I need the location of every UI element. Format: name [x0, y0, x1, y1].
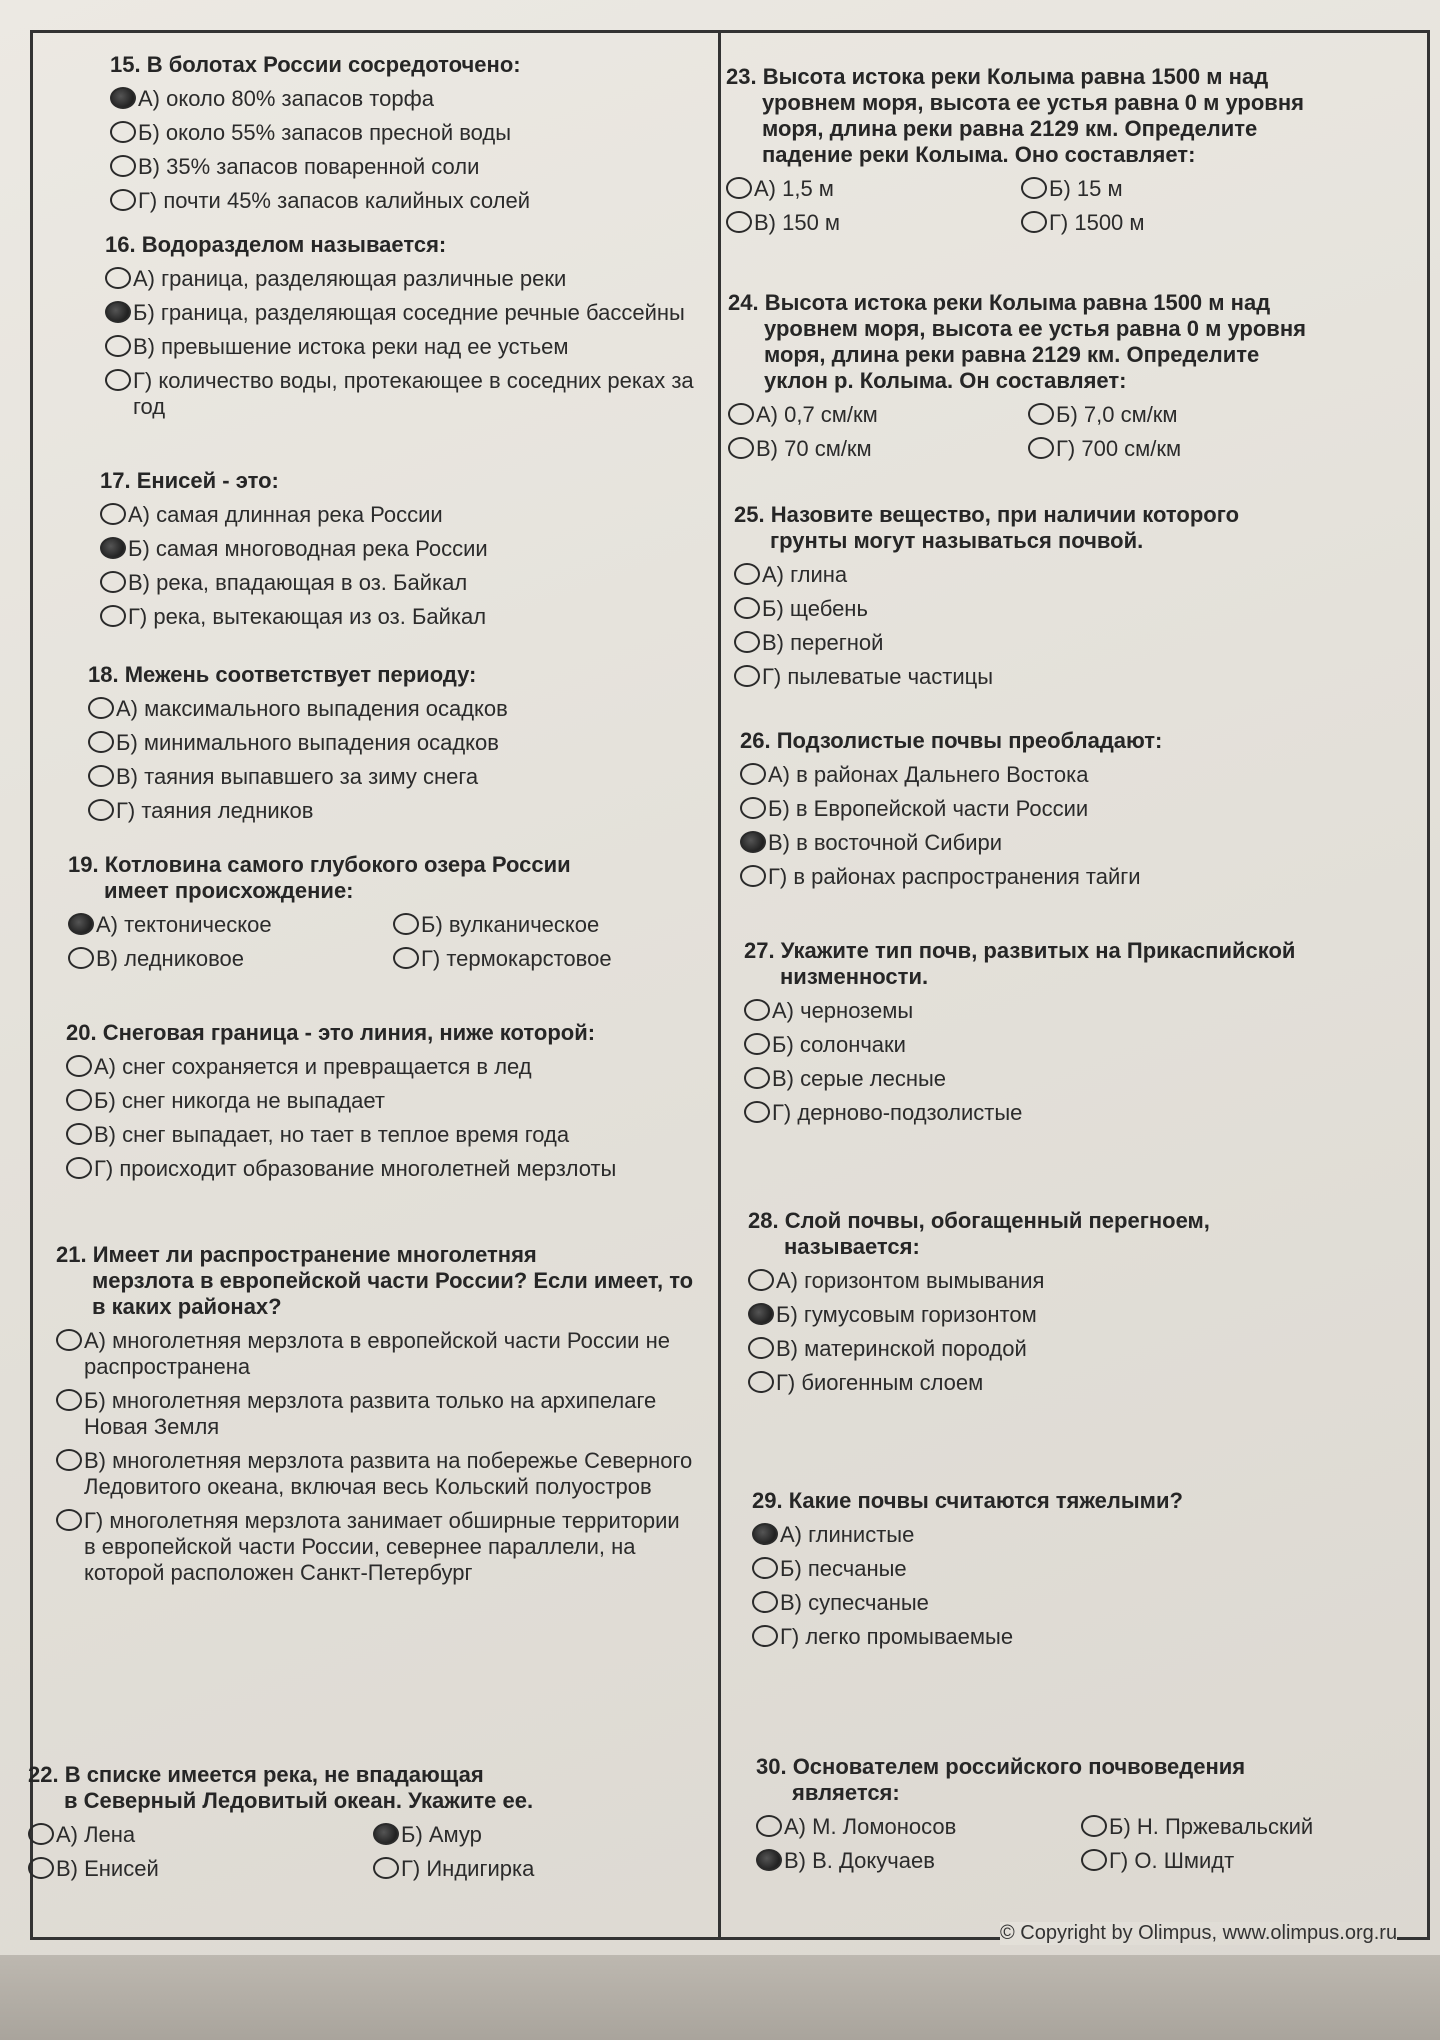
question-title — [105, 232, 705, 258]
radio-empty-icon[interactable] — [744, 1067, 770, 1089]
answer-option[interactable] — [1081, 1814, 1396, 1840]
answer-option-label: Г) пылеватые частицы — [762, 664, 994, 689]
radio-empty-icon[interactable] — [752, 1591, 778, 1613]
radio-filled-icon[interactable] — [752, 1523, 778, 1545]
question-26 — [740, 728, 1340, 898]
answer-option[interactable] — [105, 300, 705, 326]
question-title — [100, 468, 710, 494]
question-title — [744, 938, 1384, 990]
question-22 — [28, 1762, 708, 1890]
answer-option-label: Б) щебень — [762, 596, 868, 621]
question-title-text: 29. Какие почвы считаются тяжелыми? — [752, 1488, 1183, 1513]
answer-option[interactable] — [66, 1122, 726, 1148]
answer-option-label: А) глинистые — [780, 1522, 915, 1547]
answer-option[interactable] — [756, 1848, 1071, 1874]
radio-empty-icon[interactable] — [66, 1123, 92, 1145]
answer-option-label: Б) около 55% запасов пресной воды — [138, 120, 512, 145]
answer-option[interactable] — [88, 798, 708, 824]
answer-option[interactable] — [373, 1856, 708, 1882]
question-title-continuation: является: — [792, 1780, 900, 1805]
radio-empty-icon[interactable] — [56, 1389, 82, 1411]
answer-option[interactable] — [100, 604, 710, 630]
question-title — [740, 728, 1340, 754]
radio-empty-icon[interactable] — [1081, 1849, 1107, 1871]
answer-option-label: Б) минимального выпадения осадков — [116, 730, 499, 755]
answer-option-label: В) перегной — [762, 630, 884, 655]
question-title-text: 16. Водоразделом называется: — [105, 232, 447, 257]
radio-empty-icon[interactable] — [748, 1337, 774, 1359]
answer-option[interactable] — [740, 830, 1340, 856]
question-title-continuation: грунты могут называться почвой. — [770, 528, 1144, 553]
question-title-text: 26. Подзолистые почвы преобладают: — [740, 728, 1163, 753]
answer-option[interactable] — [105, 266, 705, 292]
answer-option[interactable] — [744, 998, 1384, 1024]
question-19 — [68, 852, 708, 980]
radio-empty-icon[interactable] — [740, 763, 766, 785]
question-title — [726, 64, 1306, 168]
answer-option-label: Г) биогенным слоем — [776, 1370, 984, 1395]
question-title-text: 28. Слой почвы, обогащенный перегноем, — [748, 1208, 1210, 1233]
answer-option[interactable] — [88, 764, 708, 790]
answer-option-label: Г) термокарстовое — [421, 946, 612, 971]
answer-option-label: В) В. Докучаев — [784, 1848, 935, 1873]
answer-option[interactable] — [88, 730, 708, 756]
table-surface — [0, 1955, 1440, 2040]
answer-option-label: Б) гумусовым горизонтом — [776, 1302, 1037, 1327]
answer-option[interactable] — [110, 86, 710, 112]
column-divider — [718, 30, 721, 1940]
answer-option[interactable] — [66, 1088, 726, 1114]
radio-empty-icon[interactable] — [100, 571, 126, 593]
answer-option[interactable] — [68, 946, 383, 972]
radio-empty-icon[interactable] — [734, 563, 760, 585]
question-18 — [88, 662, 708, 832]
answer-options — [728, 402, 1318, 470]
answer-options — [56, 1328, 696, 1586]
answer-option[interactable] — [752, 1624, 1372, 1650]
question-title — [28, 1762, 708, 1814]
answer-option[interactable] — [744, 1066, 1384, 1092]
question-title-text: 27. Укажите тип почв, развитых на Прикаспийской — [744, 938, 1296, 963]
radio-empty-icon[interactable] — [88, 765, 114, 787]
question-title-text: 21. Имеет ли распространение многолетняя — [56, 1242, 537, 1267]
answer-option-label: А) Лена — [56, 1822, 136, 1847]
answer-option[interactable] — [66, 1156, 726, 1182]
question-title-text: 18. Межень соответствует периоду: — [88, 662, 477, 687]
question-title-continuation: в Северный Ледовитый океан. Укажите ее. — [64, 1788, 534, 1813]
answer-option-label: В) Енисей — [56, 1856, 159, 1881]
answer-options — [748, 1268, 1368, 1396]
radio-empty-icon[interactable] — [734, 665, 760, 687]
radio-empty-icon[interactable] — [56, 1329, 82, 1351]
answer-option[interactable] — [56, 1448, 696, 1500]
radio-filled-icon[interactable] — [373, 1823, 399, 1845]
question-27 — [744, 938, 1384, 1134]
answer-option-label: Г) почти 45% запасов калийных солей — [138, 188, 531, 213]
radio-empty-icon[interactable] — [105, 369, 131, 391]
question-title-continuation: уровнем моря, высота ее устья равна 0 м уровня моря, длина реки равна 2129 км. Определите падение реки Колыма. Оно составляет: — [762, 90, 1304, 167]
question-title-text: 24. Высота истока реки Колыма равна 1500 м над — [728, 290, 1271, 315]
question-title-continuation: низменности. — [780, 964, 929, 989]
question-title-text: 30. Основателем российского почвоведения — [756, 1754, 1246, 1779]
answer-option-label: Б) самая многоводная река России — [128, 536, 488, 561]
answer-option-label: В) 70 см/км — [756, 436, 872, 461]
radio-empty-icon[interactable] — [105, 267, 131, 289]
radio-empty-icon[interactable] — [100, 503, 126, 525]
answer-option[interactable] — [748, 1268, 1368, 1294]
answer-option[interactable] — [752, 1556, 1372, 1582]
answer-options — [752, 1522, 1372, 1650]
question-title — [68, 852, 708, 904]
radio-filled-icon[interactable] — [100, 537, 126, 559]
question-title — [88, 662, 708, 688]
answer-options — [740, 762, 1340, 890]
answer-option-label: Б) в Европейской части России — [768, 796, 1089, 821]
question-title-continuation: мерзлота в европейской части России? Если имеет, то в каких районах? — [92, 1268, 694, 1319]
question-title-text: 22. В списке имеется река, не впадающая — [28, 1762, 484, 1787]
radio-filled-icon[interactable] — [105, 301, 131, 323]
answer-options — [726, 176, 1306, 244]
answer-option-label: Б) снег никогда не выпадает — [94, 1088, 385, 1113]
answer-options — [100, 502, 710, 630]
answer-option[interactable] — [734, 664, 1314, 690]
radio-empty-icon[interactable] — [56, 1509, 82, 1531]
question-title — [748, 1208, 1368, 1260]
answer-options — [88, 696, 708, 824]
answer-option[interactable] — [100, 502, 710, 528]
answer-option[interactable] — [105, 368, 705, 420]
question-25 — [734, 502, 1314, 698]
radio-empty-icon[interactable] — [728, 437, 754, 459]
question-title — [734, 502, 1314, 554]
answer-option-label: А) М. Ломоносов — [784, 1814, 957, 1839]
question-23 — [726, 64, 1306, 244]
radio-empty-icon[interactable] — [744, 1033, 770, 1055]
answer-option-label: Б) песчаные — [780, 1556, 907, 1581]
answer-option-label: Г) 700 см/км — [1056, 436, 1182, 461]
question-17 — [100, 468, 710, 638]
answer-option-label: А) граница, разделяющая различные реки — [133, 266, 567, 291]
question-title-text: 19. Котловина самого глубокого озера России — [68, 852, 571, 877]
question-title — [756, 1754, 1396, 1806]
answer-option[interactable] — [100, 570, 710, 596]
question-29 — [752, 1488, 1372, 1658]
question-title-text: 20. Снеговая граница - это линия, ниже которой: — [66, 1020, 596, 1045]
radio-empty-icon[interactable] — [28, 1823, 54, 1845]
radio-empty-icon[interactable] — [66, 1157, 92, 1179]
radio-empty-icon[interactable] — [1021, 177, 1047, 199]
answer-option[interactable] — [110, 154, 710, 180]
question-title-continuation: уровнем моря, высота ее устья равна 0 м уровня моря, длина реки равна 2129 км. Определите уклон р. Колыма. Он составляет: — [764, 316, 1306, 393]
answer-option-label: В) многолетняя мерзлота развита на побережье Северного Ледовитого океана, включая весь Кольский полуостров — [84, 1448, 693, 1499]
copyright-notice: © Copyright by Olimpus, www.olimpus.org.ru — [1000, 1922, 1398, 1944]
answer-option[interactable] — [748, 1336, 1368, 1362]
answer-option-label: Г) Индигирка — [401, 1856, 535, 1881]
radio-empty-icon[interactable] — [748, 1269, 774, 1291]
question-30 — [756, 1754, 1396, 1882]
question-24 — [728, 290, 1318, 470]
radio-empty-icon[interactable] — [66, 1055, 92, 1077]
answer-option-label: В) серые лесные — [772, 1066, 947, 1091]
radio-empty-icon[interactable] — [110, 155, 136, 177]
answer-option-label: Г) количество воды, протекающее в соседних реках за год — [133, 368, 694, 419]
radio-empty-icon[interactable] — [88, 697, 114, 719]
answer-option-label: В) супесчаные — [780, 1590, 929, 1615]
answer-option-label: В) снег выпадает, но тает в теплое время года — [94, 1122, 570, 1147]
answer-option[interactable] — [100, 536, 710, 562]
radio-empty-icon[interactable] — [1021, 211, 1047, 233]
answer-option[interactable] — [728, 436, 1018, 462]
answer-option[interactable] — [110, 120, 710, 146]
question-title — [752, 1488, 1372, 1514]
radio-empty-icon[interactable] — [1028, 403, 1054, 425]
radio-empty-icon[interactable] — [66, 1089, 92, 1111]
answer-option-label: А) тектоническое — [96, 912, 272, 937]
radio-empty-icon[interactable] — [728, 403, 754, 425]
radio-empty-icon[interactable] — [88, 799, 114, 821]
answer-option-label: Г) О. Шмидт — [1109, 1848, 1235, 1873]
answer-option-label: В) 35% запасов поваренной соли — [138, 154, 480, 179]
answer-options — [28, 1822, 708, 1890]
answer-option[interactable] — [1021, 176, 1306, 202]
answer-option[interactable] — [56, 1388, 696, 1440]
question-title-continuation: имеет происхождение: — [104, 878, 354, 903]
question-title-continuation: называется: — [784, 1234, 920, 1259]
answer-option-label: В) превышение истока реки над ее устьем — [133, 334, 569, 359]
answer-option-label: В) в восточной Сибири — [768, 830, 1003, 855]
answer-option-label: А) черноземы — [772, 998, 914, 1023]
answer-option[interactable] — [393, 946, 708, 972]
answer-options — [734, 562, 1314, 690]
answer-option-label: Б) Н. Пржевальский — [1109, 1814, 1314, 1839]
answer-option-label: Б) вулканическое — [421, 912, 600, 937]
answer-option[interactable] — [1028, 436, 1318, 462]
radio-empty-icon[interactable] — [744, 999, 770, 1021]
answer-option[interactable] — [740, 796, 1340, 822]
question-title — [728, 290, 1318, 394]
radio-empty-icon[interactable] — [393, 947, 419, 969]
radio-empty-icon[interactable] — [373, 1857, 399, 1879]
answer-option-label: В) материнской породой — [776, 1336, 1027, 1361]
radio-empty-icon[interactable] — [726, 177, 752, 199]
question-28 — [748, 1208, 1368, 1404]
question-title — [56, 1242, 696, 1320]
answer-option[interactable] — [66, 1054, 726, 1080]
answer-options — [756, 1814, 1396, 1882]
answer-option-label: А) горизонтом вымывания — [776, 1268, 1045, 1293]
answer-option[interactable] — [734, 630, 1314, 656]
radio-empty-icon[interactable] — [110, 121, 136, 143]
answer-option-label: Г) 1500 м — [1049, 210, 1145, 235]
question-title-text: 15. В болотах России сосредоточено: — [110, 52, 521, 77]
answer-option[interactable] — [728, 402, 1018, 428]
answer-option[interactable] — [748, 1302, 1368, 1328]
answer-option-label: В) 150 м — [754, 210, 841, 235]
radio-filled-icon[interactable] — [68, 913, 94, 935]
answer-option-label: Г) происходит образование многолетней мерзлоты — [94, 1156, 617, 1181]
answer-option-label: А) максимального выпадения осадков — [116, 696, 508, 721]
answer-option[interactable] — [744, 1032, 1384, 1058]
answer-option-label: В) таяния выпавшего за зиму снега — [116, 764, 479, 789]
answer-option-label: В) ледниковое — [96, 946, 244, 971]
radio-empty-icon[interactable] — [756, 1815, 782, 1837]
answer-option[interactable] — [1081, 1848, 1396, 1874]
answer-option[interactable] — [740, 762, 1340, 788]
answer-option[interactable] — [393, 912, 708, 938]
answer-option[interactable] — [744, 1100, 1384, 1126]
answer-option-label: В) река, впадающая в оз. Байкал — [128, 570, 468, 595]
radio-empty-icon[interactable] — [1028, 437, 1054, 459]
answer-options — [68, 912, 708, 980]
answer-option[interactable] — [1021, 210, 1306, 236]
answer-option[interactable] — [734, 562, 1314, 588]
answer-option[interactable] — [752, 1522, 1372, 1548]
radio-empty-icon[interactable] — [744, 1101, 770, 1123]
question-title-text: 23. Высота истока реки Колыма равна 1500 м над — [726, 64, 1269, 89]
radio-empty-icon[interactable] — [748, 1371, 774, 1393]
answer-option[interactable] — [28, 1822, 363, 1848]
radio-empty-icon[interactable] — [68, 947, 94, 969]
answer-option-label: Б) 7,0 см/км — [1056, 402, 1178, 427]
radio-empty-icon[interactable] — [734, 597, 760, 619]
answer-options — [105, 266, 705, 420]
answer-option-label: Г) таяния ледников — [116, 798, 314, 823]
radio-empty-icon[interactable] — [740, 797, 766, 819]
radio-filled-icon[interactable] — [748, 1303, 774, 1325]
question-title-text: 25. Назовите вещество, при наличии которого — [734, 502, 1240, 527]
answer-option[interactable] — [726, 176, 1011, 202]
radio-empty-icon[interactable] — [726, 211, 752, 233]
radio-empty-icon[interactable] — [100, 605, 126, 627]
answer-option-label: А) многолетняя мерзлота в европейской части России не распространена — [84, 1328, 670, 1379]
answer-option[interactable] — [110, 188, 710, 214]
answer-option[interactable] — [56, 1508, 696, 1586]
question-20 — [66, 1020, 726, 1190]
answer-option[interactable] — [28, 1856, 363, 1882]
answer-option-label: А) в районах Дальнего Востока — [768, 762, 1089, 787]
answer-option-label: Г) в районах распространения тайги — [768, 864, 1141, 889]
answer-option[interactable] — [726, 210, 1011, 236]
answer-option[interactable] — [105, 334, 705, 360]
radio-empty-icon[interactable] — [752, 1625, 778, 1647]
answer-option-label: Г) легко промываемые — [780, 1624, 1014, 1649]
answer-option-label: Г) многолетняя мерзлота занимает обширные территории в европейской части России, севернее параллели, на которой расположен Санкт-Петербург — [84, 1508, 680, 1585]
question-16 — [105, 232, 705, 428]
answer-option-label: А) самая длинная река России — [128, 502, 443, 527]
question-title-text: 17. Енисей - это: — [100, 468, 279, 493]
answer-options — [110, 86, 710, 214]
answer-options — [744, 998, 1384, 1126]
answer-option-label: Б) 15 м — [1049, 176, 1123, 201]
answer-option[interactable] — [734, 596, 1314, 622]
answer-options — [66, 1054, 726, 1182]
answer-option-label: Г) дерново-подзолистые — [772, 1100, 1023, 1125]
radio-filled-icon[interactable] — [110, 87, 136, 109]
radio-empty-icon[interactable] — [393, 913, 419, 935]
radio-empty-icon[interactable] — [105, 335, 131, 357]
radio-empty-icon[interactable] — [56, 1449, 82, 1471]
answer-option[interactable] — [752, 1590, 1372, 1616]
answer-option[interactable] — [373, 1822, 708, 1848]
answer-option-label: А) снег сохраняется и превращается в лед — [94, 1054, 532, 1079]
question-title — [110, 52, 710, 78]
answer-option-label: Б) граница, разделяющая соседние речные бассейны — [133, 300, 685, 325]
answer-option-label: Б) Амур — [401, 1822, 482, 1847]
radio-empty-icon[interactable] — [28, 1857, 54, 1879]
answer-option-label: А) около 80% запасов торфа — [138, 86, 434, 111]
answer-option[interactable] — [1028, 402, 1318, 428]
radio-empty-icon[interactable] — [752, 1557, 778, 1579]
question-15 — [110, 52, 710, 222]
answer-option[interactable] — [68, 912, 383, 938]
radio-filled-icon[interactable] — [740, 831, 766, 853]
answer-option[interactable] — [88, 696, 708, 722]
answer-option-label: А) глина — [762, 562, 848, 587]
answer-option-label: А) 0,7 см/км — [756, 402, 878, 427]
radio-empty-icon[interactable] — [88, 731, 114, 753]
radio-empty-icon[interactable] — [1081, 1815, 1107, 1837]
answer-option[interactable] — [740, 864, 1340, 890]
answer-option[interactable] — [748, 1370, 1368, 1396]
question-21 — [56, 1242, 696, 1594]
answer-option[interactable] — [756, 1814, 1071, 1840]
answer-option-label: Г) река, вытекающая из оз. Байкал — [128, 604, 487, 629]
radio-empty-icon[interactable] — [740, 865, 766, 887]
answer-option-label: А) 1,5 м — [754, 176, 834, 201]
answer-option-label: Б) солончаки — [772, 1032, 906, 1057]
radio-filled-icon[interactable] — [756, 1849, 782, 1871]
answer-option[interactable] — [56, 1328, 696, 1380]
question-title — [66, 1020, 726, 1046]
radio-empty-icon[interactable] — [734, 631, 760, 653]
radio-empty-icon[interactable] — [110, 189, 136, 211]
answer-option-label: Б) многолетняя мерзлота развита только на архипелаге Новая Земля — [84, 1388, 657, 1439]
